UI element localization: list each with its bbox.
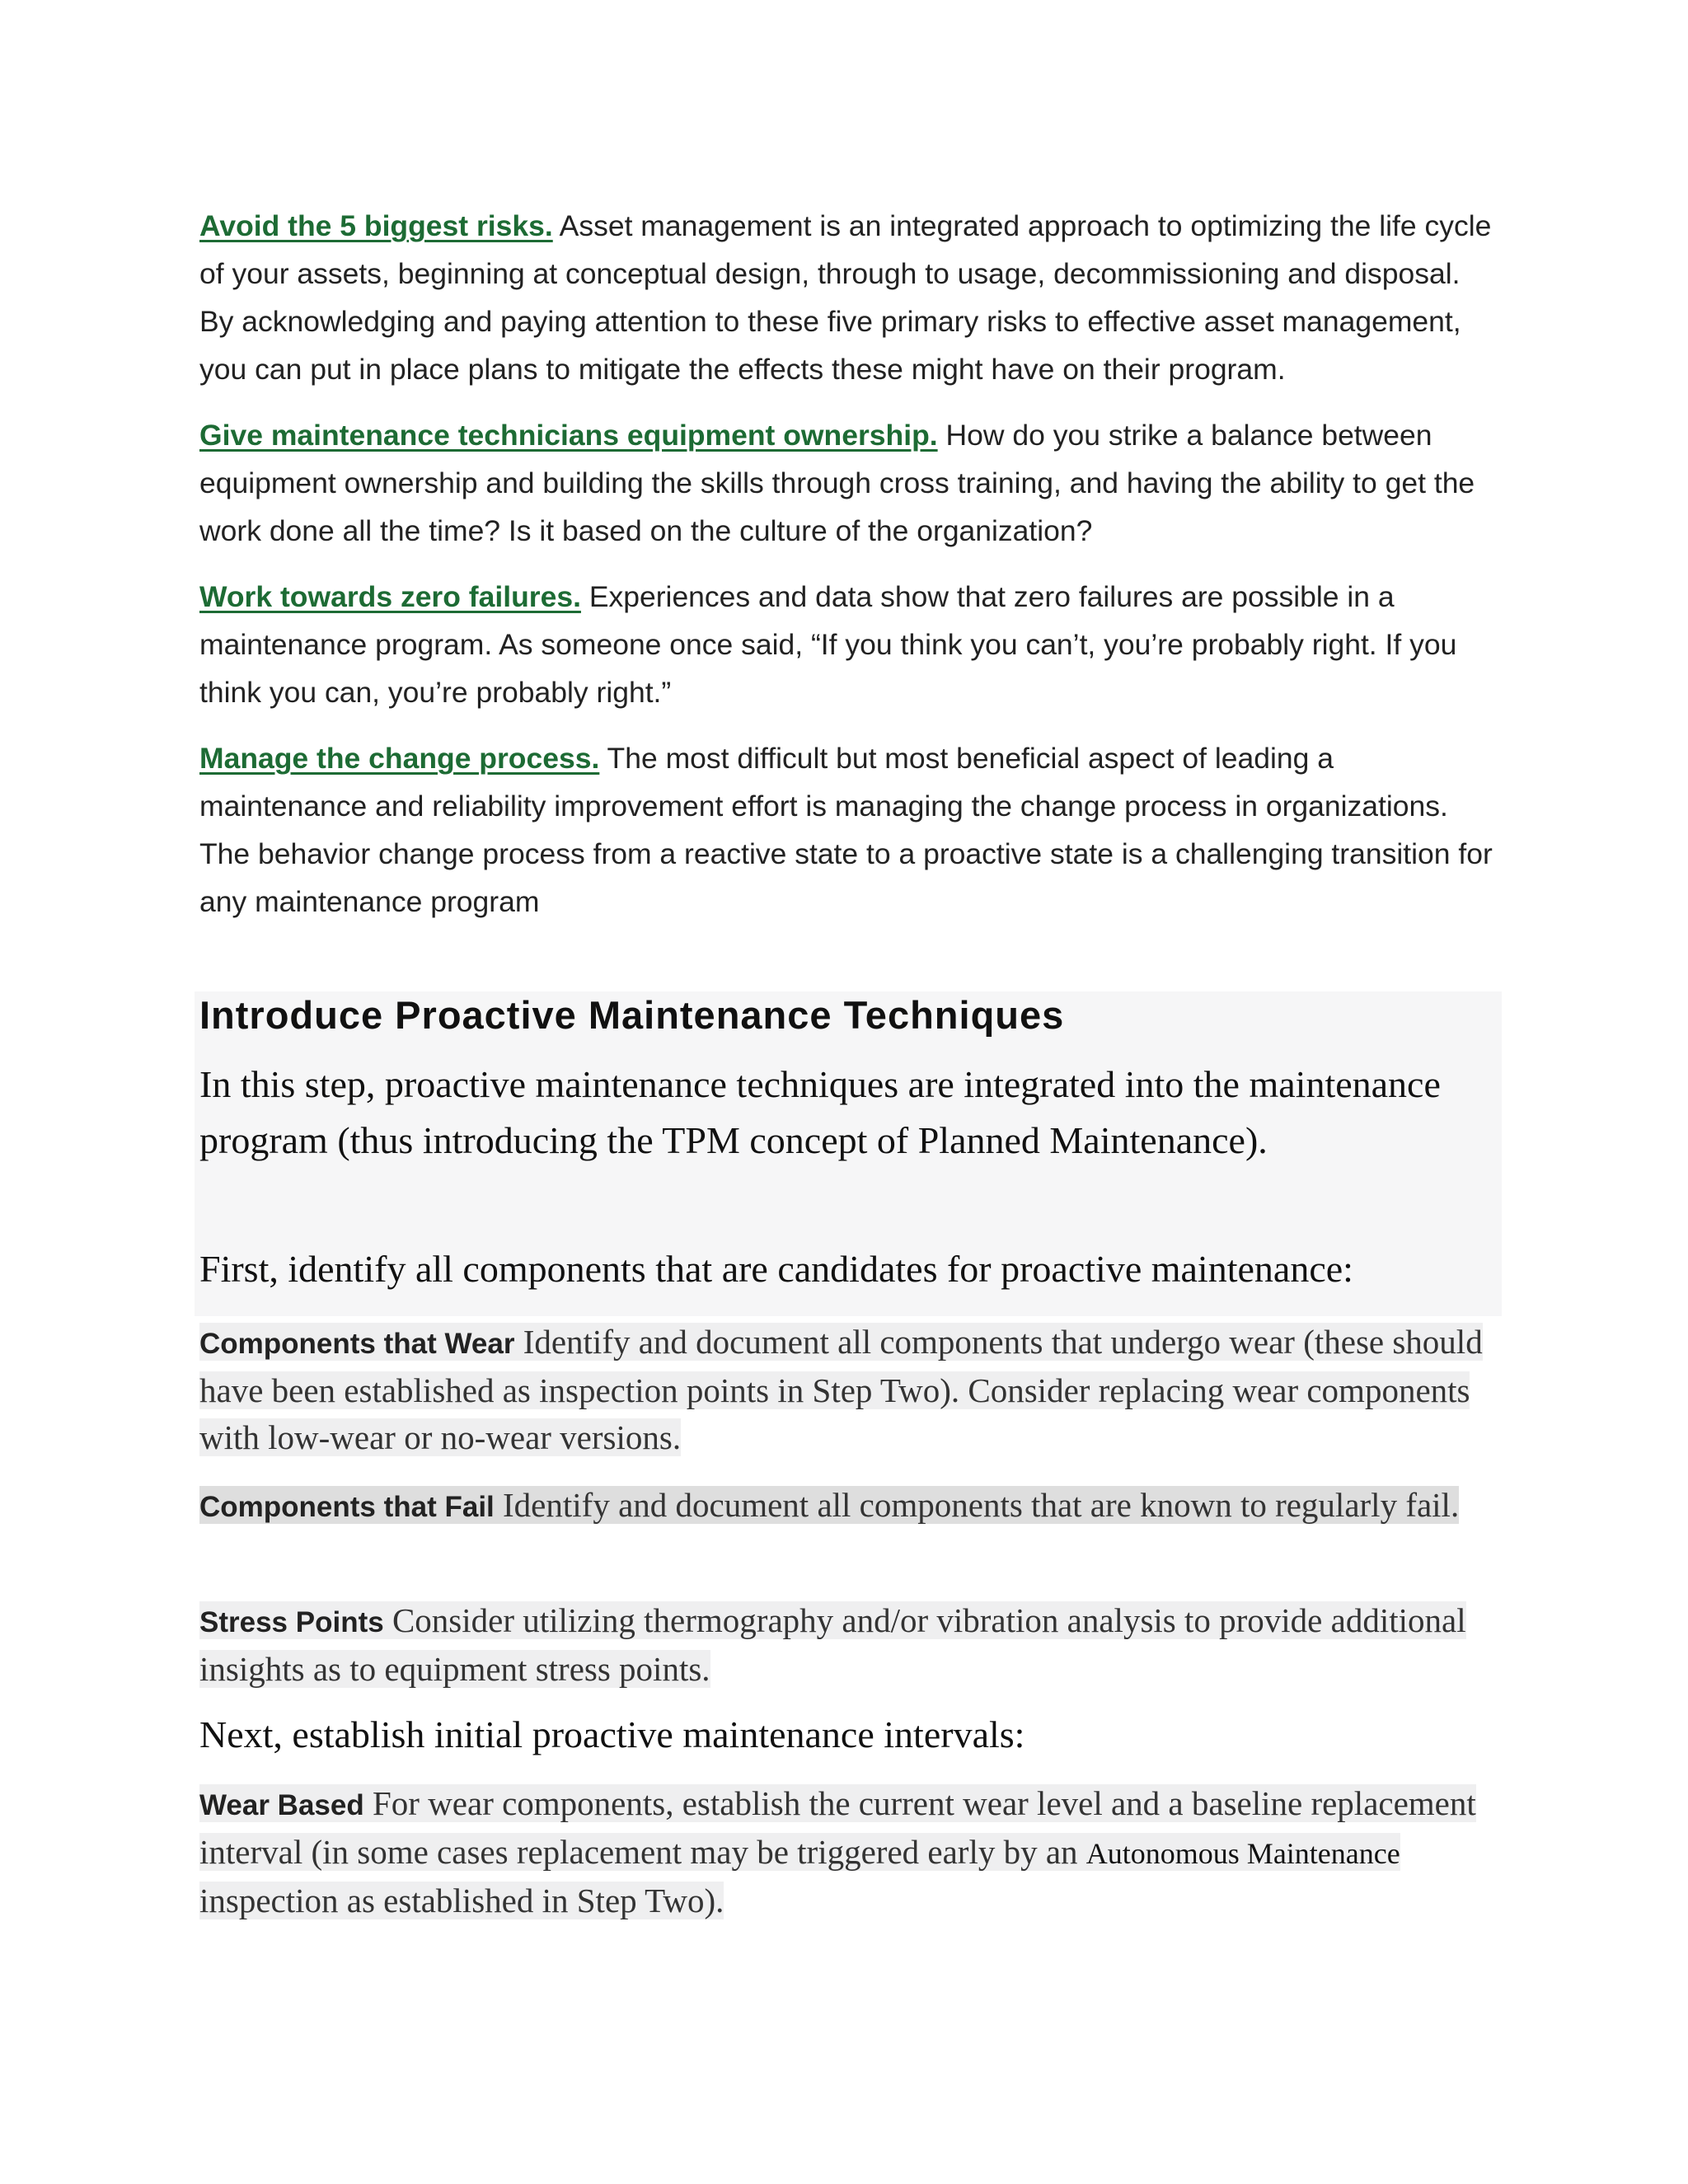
item-text: For wear components, establish the current wear level and a baseline replacement interval (in some cases replacement may be triggered early by an — [199, 1784, 1476, 1871]
item-label: Components that Fail — [199, 1491, 495, 1523]
section-intro: In this step, proactive maintenance techniques are integrated into the maintenance program (thus introducing the TPM concept of Planned Maintenance). — [199, 1063, 1441, 1161]
item-text: Identify and document all components that are known to regularly fail. — [494, 1486, 1460, 1524]
paragraph-change-process — [199, 734, 1493, 926]
item-text: inspection as established in Step Two). — [199, 1882, 724, 1919]
item-wear-based — [199, 1780, 1493, 1924]
next-establish-line: Next, establish initial proactive maintenance intervals: — [199, 1713, 1025, 1755]
paragraph-text: The most difficult but most beneficial aspect of leading a maintenance and reliability improvement effort is managing the change process in organizations. The behavior change process from a reactive state to a proactive state is a challenging transition for any maintenance program — [199, 742, 1493, 918]
paragraph-text: Experiences and data show that zero failures are possible in a maintenance program. As someone once said, “If you think you can’t, you’re probably right. If you think you can, you’re probably right.” — [199, 580, 1457, 709]
autonomous-maintenance-term: Autonomous Maintenance — [1085, 1837, 1400, 1870]
link-zero-failures[interactable]: Work towards zero failures. — [199, 580, 581, 613]
link-ownership[interactable]: Give maintenance technicians equipment ownership. — [199, 419, 938, 452]
paragraph-text: How do you strike a balance between equipment ownership and building the skills through cross training, and having the ability to get the work done all the time? Is it based on the culture of the organization? — [199, 419, 1475, 547]
item-label: Stress Points — [199, 1606, 384, 1638]
first-identify-line: First, identify all components that are candidates for proactive maintenance: — [199, 1248, 1353, 1290]
body-text — [199, 202, 1493, 944]
item-label: Wear Based — [199, 1789, 364, 1821]
link-change-process[interactable]: Manage the change process. — [199, 742, 600, 775]
item-label: Components that Wear — [199, 1328, 515, 1360]
paragraph-zero-failures — [199, 573, 1493, 716]
section-heading: Introduce Proactive Maintenance Techniques — [199, 993, 1065, 1037]
paragraph-avoid-risks — [199, 202, 1493, 393]
item-components-wear — [199, 1319, 1493, 1461]
item-stress-points — [199, 1597, 1493, 1693]
item-components-fail — [199, 1482, 1493, 1530]
item-text: Identify and document all components that undergo wear (these should have been established as inspection points in Step Two). Consider replacing wear components with low-wear or no-wear versions. — [199, 1323, 1483, 1456]
link-avoid-risks[interactable]: Avoid the 5 biggest risks. — [199, 209, 553, 242]
paragraph-ownership — [199, 411, 1493, 555]
paragraph-text: Asset management is an integrated approach to optimizing the life cycle of your assets, beginning at conceptual design, through to usage, decommissioning and disposal. By acknowledging and paying attention to these five primary risks to effective asset management, you can put in place plans to mitigate the effects these might have on their program. — [199, 209, 1492, 386]
item-text: Consider utilizing thermography and/or vibration analysis to provide additional insights as to equipment stress points. — [199, 1601, 1466, 1688]
